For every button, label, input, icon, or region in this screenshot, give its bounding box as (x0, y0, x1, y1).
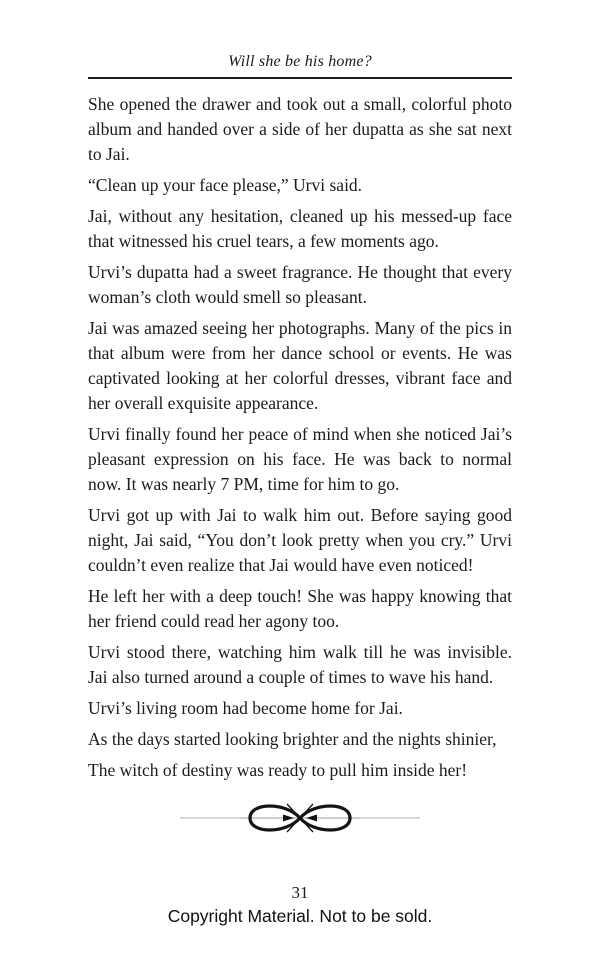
paragraph: Urvi stood there, watching him walk till he was invisible. Jai also turned around a couple of times to wave his hand. (88, 642, 512, 687)
page-footer (0, 883, 600, 927)
page-body (88, 92, 512, 783)
copyright-notice: Copyright Material. Not to be sold. (167, 906, 433, 926)
paragraph: Jai was amazed seeing her photographs. Many of the pics in that album were from her dance school or events. He was captivated looking at her colorful dresses, vibrant face and her overall exquisite appearance. (88, 318, 512, 413)
paragraph: Urvi got up with Jai to walk him out. Before saying good night, Jai said, “You don’t look pretty when you cry.” Urvi couldn’t even realize that Jai would have even noticed! (88, 505, 512, 575)
paragraph: “Clean up your face please,” Urvi said. (88, 175, 363, 195)
page-number: 31 (291, 883, 309, 902)
paragraph: Jai, without any hesitation, cleaned up his messed-up face that witnessed his cruel tears, a few moments ago. (88, 206, 512, 251)
paragraph: She opened the drawer and took out a small, colorful photo album and handed over a side of her dupatta as she sat next to Jai. (88, 94, 512, 164)
running-header-title: Will she be his home? (228, 53, 372, 70)
header-rule (88, 77, 512, 79)
section-divider (88, 796, 512, 845)
page-header (88, 52, 512, 79)
infinity-flourish-icon (180, 796, 420, 840)
paragraph: He left her with a deep touch! She was happy knowing that her friend could read her agony too. (88, 586, 512, 631)
paragraph: The witch of destiny was ready to pull him inside her! (88, 760, 468, 780)
paragraph: Urvi’s living room had become home for Jai. (88, 698, 403, 718)
paragraph: As the days started looking brighter and the nights shinier, (88, 729, 497, 749)
paragraph: Urvi’s dupatta had a sweet fragrance. He thought that every woman’s cloth would smell so pleasant. (88, 262, 512, 307)
paragraph: Urvi finally found her peace of mind when she noticed Jai’s pleasant expression on his face. He was back to normal now. It was nearly 7 PM, time for him to go. (88, 424, 512, 494)
